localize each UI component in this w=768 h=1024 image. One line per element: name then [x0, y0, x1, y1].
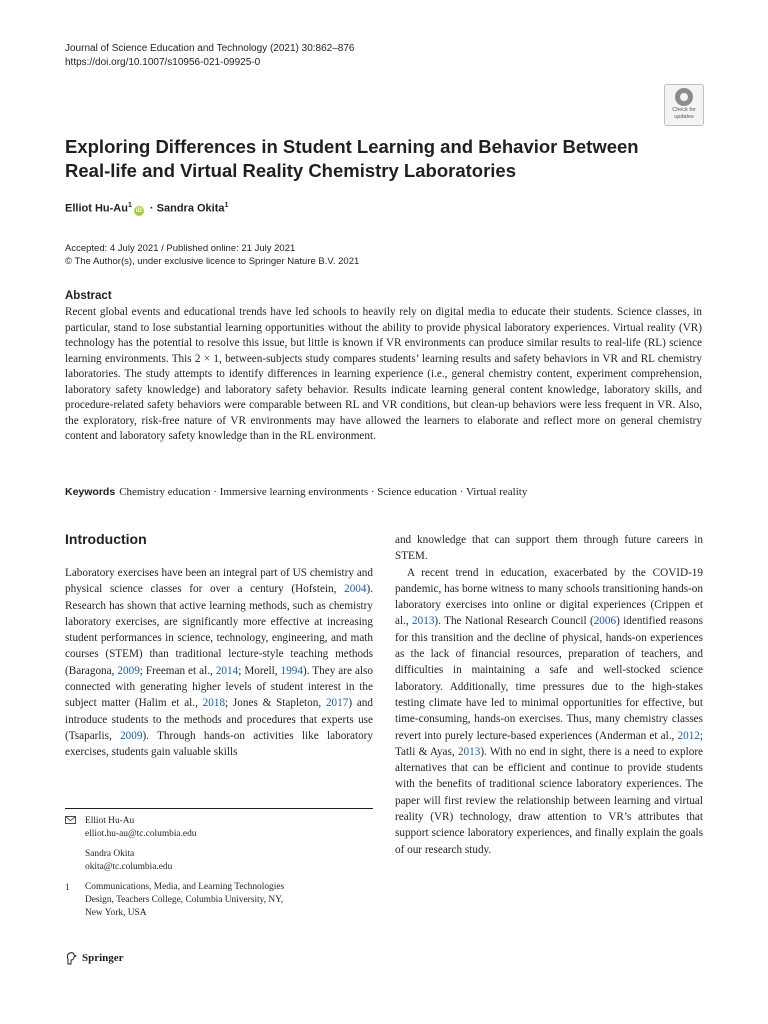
citation-link[interactable]: 1994: [280, 664, 303, 677]
citation-link[interactable]: 2014: [215, 664, 239, 677]
text-run: ). They are also connected with generating higher levels of student interest in the subject matter (Halim et al.,: [65, 664, 373, 710]
text-run: ). With no end in sight, there is a need to explore alternatives that can be efficient and continue to provide students with the benefits of traditional science laboratory experiences. The paper will first review the relationship between learning and virtual reality (VR) technology, draw attention to VR’s attributes that support science laboratory experiences, and finally explain the goals of our research study.: [395, 745, 704, 856]
text-run: ; Jones & Stapleton,: [225, 697, 326, 710]
citation-link[interactable]: 2004: [344, 583, 367, 596]
contact-2-email[interactable]: okita@tc.columbia.edu: [85, 861, 173, 872]
footnotes: [65, 815, 375, 927]
affiliation-line-3: New York, USA: [85, 907, 147, 918]
contact-2-name: Sandra Okita: [85, 849, 135, 860]
citation-link[interactable]: 2009: [117, 664, 140, 677]
abstract-body: Recent global events and educational trends have led schools to heavily rely on digital media to educate their students. Science classes, in particular, stand to lose substantial learning opportunities without the ability to provide physical laboratory experiences. Virtual reality (VR) technology has the potential to resolve this issue, but little is known if VR environments can produce similar results to real-life (RL) science learning environments. This 2 × 1, between-subjects study compares students’ learning results and safety behaviors in VR and RL chemistry laboratories. The study attempts to identify differences in learning experience (i.e., general chemistry content, experiment comprehension, laboratory safety knowledge) and laboratory safety behavior. Results indicate learning general content knowledge, laboratory skills, and procedure-related safety behaviors were comparable between RL and VR conditions, but clean-up behaviors were less frequent in VR. Also, the exploratory, risk-free nature of VR environments may have allowed the learners to elaborate and reflect more on general chemistry content and laboratory safety knowledge than in the RL environment.: [65, 306, 702, 442]
orcid-icon[interactable]: iD: [135, 207, 142, 214]
abstract-heading: Abstract: [65, 290, 112, 302]
publication-dates: [65, 242, 359, 268]
intro-paragraph-1: [65, 565, 373, 761]
text-run: ; Morell,: [238, 664, 281, 677]
citation-link[interactable]: 2013: [412, 615, 435, 628]
citation-link[interactable]: 2017: [325, 697, 349, 710]
intro-paragraph-continued: and knowledge that can support them through future careers in STEM.: [395, 534, 703, 563]
citation-link[interactable]: 2018: [202, 697, 226, 710]
footnote-divider: [65, 808, 373, 809]
text-run: ; Tatli & Ayas,: [395, 729, 703, 758]
text-run: ). Research has shown that active learning methods, such as chemistry laboratory exercises, are significantly more effective at increasing student performances in science, technology, engineering, and math courses (STEM) than traditional lecture-style teaching methods (Baragona,: [65, 583, 373, 677]
contact-1-name: Elliot Hu-Au: [85, 816, 135, 826]
article-title: [65, 135, 665, 183]
publisher-logo: [65, 951, 124, 965]
accepted-published-date: Accepted: 4 July 2021 / Published online: 21 July 2021: [65, 243, 296, 254]
citation-link[interactable]: 2006: [593, 615, 617, 628]
keywords-text: Chemistry education · Immersive learning environments · Science education · Virtual reality: [119, 486, 528, 498]
check-updates-icon: [675, 88, 693, 106]
author-1[interactable]: Elliot Hu‑Au: [65, 202, 128, 215]
text-run: ; Freeman et al.,: [139, 664, 216, 677]
author-1-affiliation: 1: [127, 202, 132, 209]
affiliation-block: [65, 881, 375, 919]
contact-1-email[interactable]: elliot.hu-au@tc.columbia.edu: [85, 828, 197, 839]
citation-link[interactable]: 2012: [677, 729, 700, 742]
text-run: ). Through hands-on activities like laboratory exercises, students gain valuable skills: [65, 729, 373, 759]
introduction-heading: Introduction: [65, 531, 147, 547]
right-column: [395, 532, 703, 858]
affiliation-text: [85, 881, 284, 919]
author-2-affiliation: 1: [224, 202, 229, 209]
text-run: Laboratory exercises have been an integral part of US chemistry and physical science classes for over a century (Hofstein,: [65, 567, 373, 596]
journal-citation: Journal of Science Education and Technology (2021) 30:862–876: [65, 43, 355, 54]
text-run: A recent trend in education, exacerbated by the COVID-19 pandemic, has borne witness to many schools transitioning hands-on laboratory exercises into online or digital experiences (Crippen et al.,: [395, 566, 703, 628]
check-updates-label-1: Check for: [672, 107, 696, 113]
contact-block: [65, 815, 375, 873]
check-for-updates-badge[interactable]: [664, 84, 704, 126]
keywords-line: [65, 485, 527, 500]
text-run: ) and introduce students to the methods and procedures that experts use (Tsaparlis,: [65, 697, 373, 742]
author-2[interactable]: Sandra Okita: [156, 202, 225, 215]
text-run: ) identified reasons for this transition and the decline of physical, hands-on experiences as the lack of financial resources, preparation of teachers, and difficulties in maintaining a safe and well-stocked science laboratory. Additionally, time pressures due to the high-stakes testing climate have led to minimal opportunities for effective, but time-consuming, hands-on exercises. Thus, many chemistry classes revert into purely lecture-based experiences (Anderman et al.,: [395, 615, 703, 742]
envelope-icon: [65, 815, 85, 873]
doi-link[interactable]: https://doi.org/10.1007/s10956-021-09925-0: [65, 57, 261, 68]
journal-header: [65, 42, 354, 70]
author-separator: ·: [149, 202, 154, 215]
springer-wordmark: Springer: [82, 952, 124, 964]
citation-link[interactable]: 2013: [457, 745, 481, 758]
affiliation-mark: 1: [65, 882, 70, 893]
title-line-2: Real-life and Virtual Reality Chemistry Laboratories: [65, 160, 516, 181]
affiliation-line-2: Design, Teachers College, Columbia University, NY,: [85, 894, 284, 905]
left-column: [65, 565, 373, 761]
springer-horse-icon: [65, 951, 77, 965]
author-list: [65, 202, 228, 216]
affiliation-line-1: Communications, Media, and Learning Technologies: [85, 882, 285, 893]
contact-details: [85, 815, 196, 873]
keywords-heading: Keywords: [65, 486, 116, 498]
check-updates-label-2: updates: [674, 114, 694, 120]
text-run: ). The National Research Council (: [434, 615, 594, 628]
citation-link[interactable]: 2009: [120, 729, 143, 742]
intro-paragraph-2: [395, 565, 703, 858]
copyright-notice: © The Author(s), under exclusive licence to Springer Nature B.V. 2021: [65, 256, 360, 267]
title-line-1: Exploring Differences in Student Learning and Behavior Between: [65, 136, 639, 157]
